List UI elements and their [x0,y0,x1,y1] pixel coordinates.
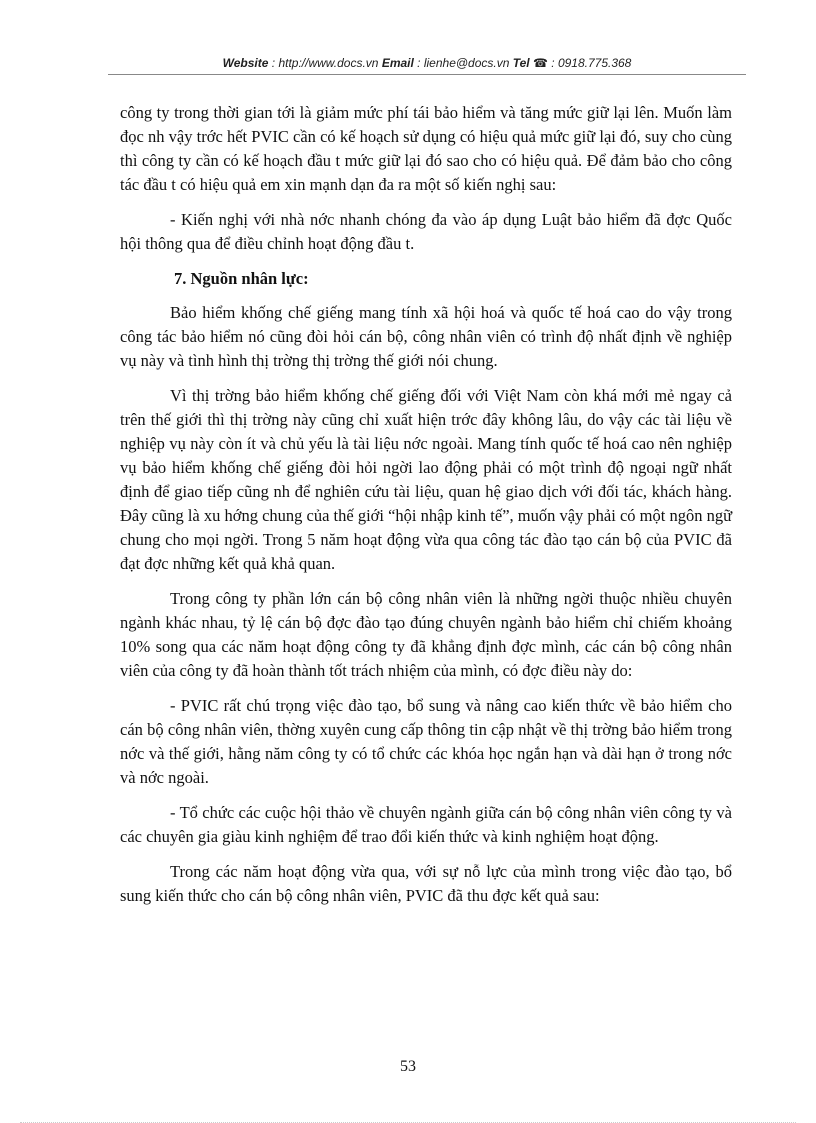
paragraph-staff: Trong công ty phần lớn cán bộ công nhân viên là những ngời thuộc nhiều chuyên ngành khác nhau, tỷ lệ cán bộ đợc đào tạo đúng chuyên ngành bảo hiểm chỉ chiếm khoảng 10% song qua các năm hoạt động công ty đã khẳng định đợc mình, các cán bộ công nhân viên của công ty đã hoàn thành tốt trách nhiệm của mình, có đợc điều này do: [120,589,732,680]
website-label: Website [222,56,269,70]
section-heading: 7. Nguồn nhân lực: [174,269,309,288]
email-value: : lienhe@docs.vn [413,56,513,70]
tel-label: Tel [512,56,530,70]
website-value: : http://www.docs.vn [268,56,382,70]
bullet-seminars: - Tổ chức các cuộc hội thảo về chuyên ngành giữa cán bộ công nhân viên công ty và các chuyên gia giàu kinh nghiệm để trao đổi kiến thức và kinh nghiệm hoạt động. [120,803,732,846]
bullet-law-recommendation: - Kiến nghị với nhà nớc nhanh chóng đa vào áp dụng Luật bảo hiểm đã đợc Quốc hội thông qua để điều chỉnh hoạt động đầu t. [120,210,732,253]
email-label: Email [381,56,414,70]
page-number: 53 [400,1058,416,1075]
page-body [120,101,732,919]
paragraph-insurance-nature: Bảo hiểm khống chế giếng mang tính xã hội hoá và quốc tế hoá cao do vậy trong công tác bảo hiểm nó cũng đòi hỏi cán bộ, công nhân viên có trình độ nhất định về nghiệp vụ này và tình hình thị trờng thị trờng thế giới nói chung. [120,303,732,370]
header-divider [108,74,746,75]
page-header [108,56,746,70]
paragraph-results: Trong các năm hoạt động vừa qua, với sự nỗ lực của mình trong việc đào tạo, bổ sung kiến thức cho cán bộ công nhân viên, PVIC đã thu đợc kết quả sau: [120,862,732,905]
tel-value: ☎ : 0918.775.368 [529,56,632,70]
bullet-training: - PVIC rất chú trọng việc đào tạo, bổ sung và nâng cao kiến thức về bảo hiểm cho cán bộ công nhân viên, thờng xuyên cung cấp thông tin cập nhật về thị trờng bảo hiểm trong nớc và thế giới, hằng năm công ty có tổ chức các khóa học ngắn hạn và dài hạn ở trong nớc và nớc ngoài. [120,696,732,787]
paragraph-intro: công ty trong thời gian tới là giảm mức phí tái bảo hiểm và tăng mức giữ lại lên. Muốn làm đọc nh vậy trớc hết PVIC cần có kế hoạch sử dụng có hiệu quả mức giữ lại đó, suy cho cùng thì công ty cần có kế hoạch đầu t mức giữ lại đó sao cho có hiệu quả. Để đảm bảo cho công tác đầu t có hiệu quả em xin mạnh dạn đa ra một số kiến nghị sau: [120,103,732,194]
paragraph-market: Vì thị trờng bảo hiểm khống chế giếng đối với Việt Nam còn khá mới mẻ ngay cả trên thế giới thì thị trờng này cũng chỉ xuất hiện trớc đây không lâu, do vậy các tài liệu về nghiệp vụ này còn ít và chủ yếu là tài liệu nớc ngoài. Mang tính quốc tế hoá cao nên nghiệp vụ bảo hiểm khống chế giếng đòi hỏi ngời lao động phải có một trình độ ngoại ngữ nhất định để giao tiếp cũng nh để nghiên cứu tài liệu, quan hệ giao dịch với đối tác, khách hàng. Đây cũng là xu hớng chung của thế giới “hội nhập kinh tế”, muốn vậy phải có một ngôn ngữ chung cho mọi ngời. Trong 5 năm hoạt động vừa qua công tác đào tạo cán bộ của PVIC đã đạt đợc những kết quả khả quan. [120,386,733,573]
